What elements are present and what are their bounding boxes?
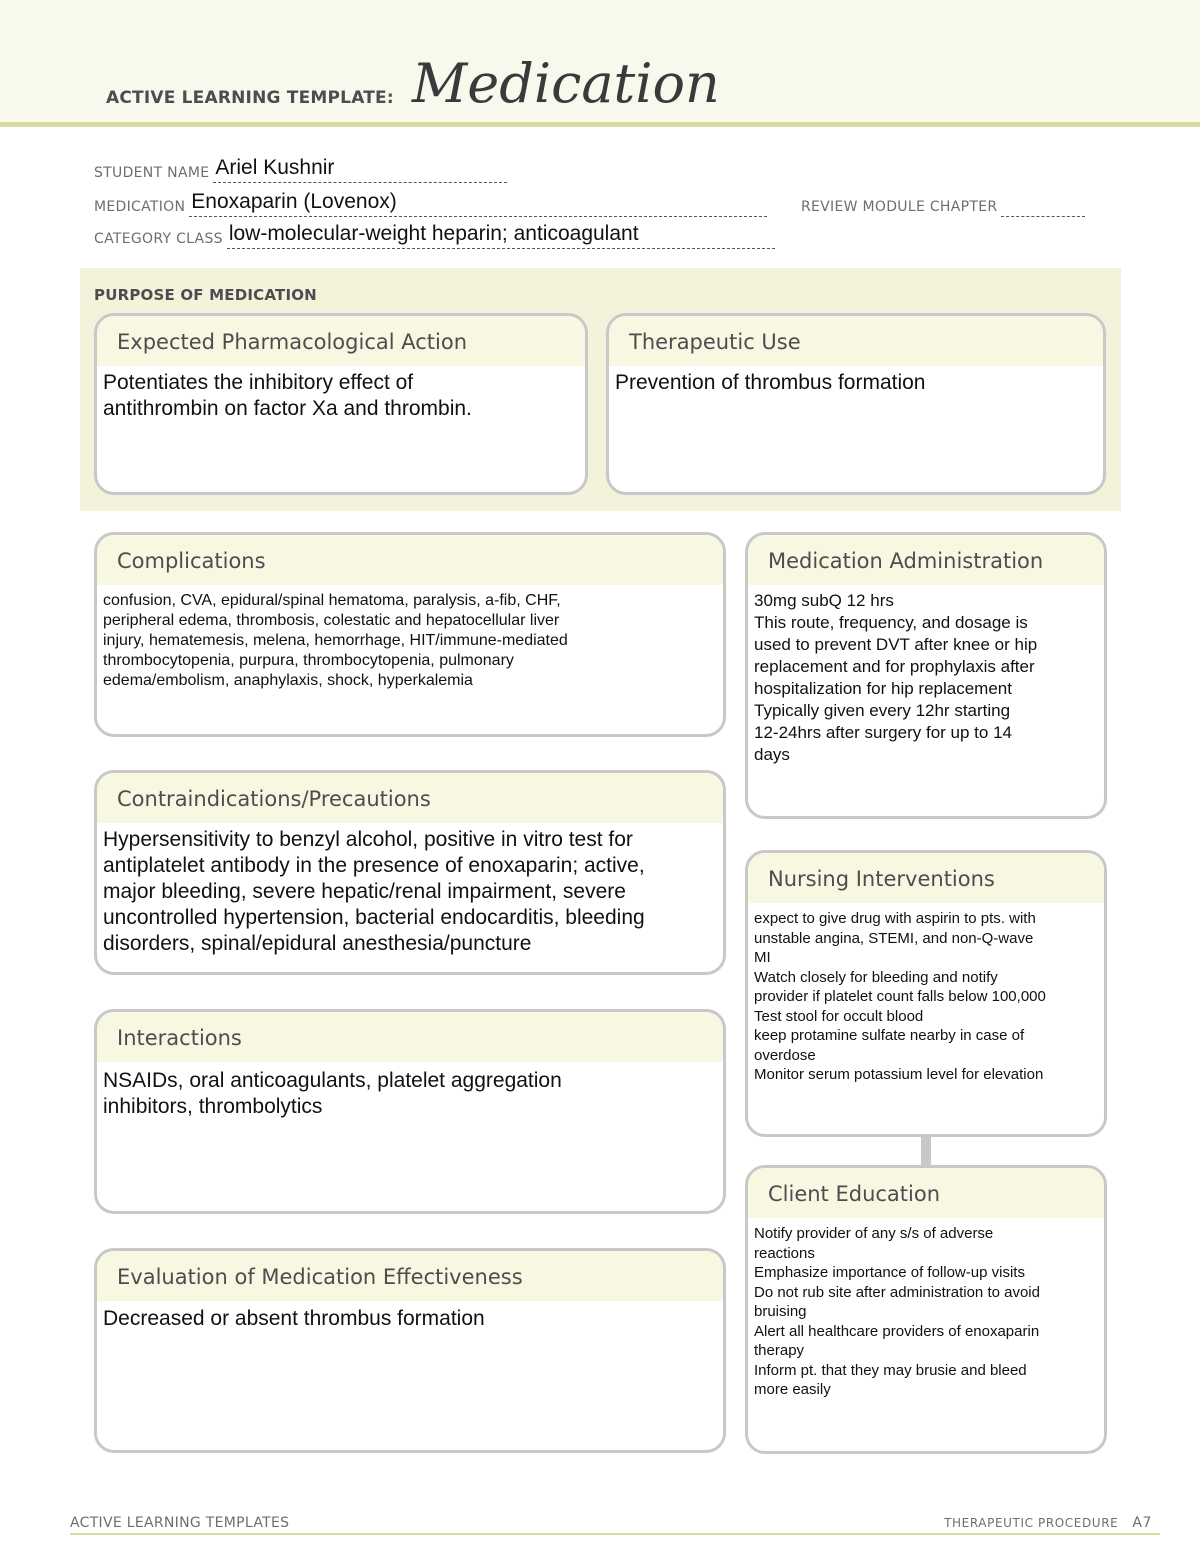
interactions-text: NSAIDs, oral anticoagulants, platelet aggregation inhibitors, thrombolytics	[103, 1069, 562, 1118]
client-education-heading: Client Education	[748, 1168, 1104, 1218]
complications-card	[94, 532, 726, 737]
medication-administration-card	[745, 532, 1107, 819]
footer-divider	[70, 1533, 1160, 1535]
nursing-interventions-text: expect to give drug with aspirin to pts. with unstable angina, STEMI, and non-Q-wave MI Watch closely for bleeding and notify provider if platelet count falls below 100,000 Test stool for occult blood keep protamine sulfate nearby in case of overdose Monitor serum potassium level for elevation	[754, 910, 1046, 1083]
student-name-value: Ariel Kushnir	[215, 156, 335, 179]
expected-action-text: Potentiates the inhibitory effect of antithrombin on factor Xa and thrombin.	[103, 371, 472, 420]
nursing-interventions-card	[745, 850, 1107, 1137]
client-education-text: Notify provider of any s/s of adverse reactions Emphasize importance of follow-up visits Do not rub site after administration to avoid bruising Alert all healthcare providers of enoxaparin therapy Inform pt. that they may brusie and bleed more easily	[754, 1225, 1040, 1398]
category-class-value: low-molecular-weight heparin; anticoagulant	[228, 222, 639, 245]
therapeutic-use-heading: Therapeutic Use	[609, 316, 1103, 366]
contraindications-card	[94, 770, 726, 975]
expected-action-heading: Expected Pharmacological Action	[97, 316, 585, 366]
review-module-line[interactable]	[1001, 190, 1085, 217]
review-module-label: REVIEW MODULE CHAPTER	[801, 199, 998, 215]
category-class-line[interactable]	[227, 222, 775, 249]
footer-section: THERAPEUTIC PROCEDURE	[944, 1516, 1119, 1530]
category-class-field	[94, 222, 775, 249]
medication-field	[94, 190, 767, 217]
medication-line[interactable]	[189, 190, 767, 217]
therapeutic-use-text: Prevention of thrombus formation	[615, 371, 926, 394]
header-divider	[0, 122, 1200, 127]
medication-label: MEDICATION	[94, 199, 186, 215]
contraindications-text: Hypersensitivity to benzyl alcohol, positive in vitro test for antiplatelet antibody in the presence of enoxaparin; active, major bleeding, severe hepatic/renal impairment, severe uncontrolled hypertension, bacterial endocarditis, bleeding disorders, spinal/epidural anesthesia/puncture	[103, 828, 645, 955]
client-education-card	[745, 1165, 1107, 1454]
medication-administration-heading: Medication Administration	[748, 535, 1104, 585]
contraindications-heading: Contraindications/Precautions	[97, 773, 723, 823]
evaluation-card	[94, 1248, 726, 1453]
nursing-interventions-heading: Nursing Interventions	[748, 853, 1104, 903]
page-number: A7	[1132, 1515, 1152, 1531]
student-name-label: STUDENT NAME	[94, 165, 210, 181]
template-label: ACTIVE LEARNING TEMPLATE:	[106, 88, 394, 108]
interactions-card	[94, 1009, 726, 1214]
footer-left: ACTIVE LEARNING TEMPLATES	[70, 1515, 290, 1531]
student-name-field	[94, 156, 507, 183]
page-title: Medication	[412, 52, 720, 115]
therapeutic-use-card	[606, 313, 1106, 495]
evaluation-heading: Evaluation of Medication Effectiveness	[97, 1251, 723, 1301]
expected-action-card	[94, 313, 588, 495]
complications-heading: Complications	[97, 535, 723, 585]
medication-administration-text: 30mg subQ 12 hrs This route, frequency, and dosage is used to prevent DVT after knee or hip replacement and for prophylaxis after hospitalization for hip replacement Typically given every 12hr starting 12-24hrs after surgery for up to 14 days	[754, 591, 1038, 764]
evaluation-text: Decreased or absent thrombus formation	[103, 1307, 485, 1330]
interactions-heading: Interactions	[97, 1012, 723, 1062]
student-name-line[interactable]	[213, 156, 507, 183]
review-module-field	[801, 190, 1085, 217]
purpose-title: PURPOSE OF MEDICATION	[94, 286, 317, 304]
medication-value: Enoxaparin (Lovenox)	[191, 190, 397, 213]
category-class-label: CATEGORY CLASS	[94, 231, 223, 247]
footer-right	[944, 1515, 1152, 1531]
card-connector	[921, 1135, 931, 1165]
complications-text: confusion, CVA, epidural/spinal hematoma, paralysis, a-fib, CHF, peripheral edema, thrombosis, colestatic and hepatocellular liver injury, hematemesis, melena, hemorrhage, HIT/immune-mediated thrombocytopenia, purpura, thrombocytopenia, pulmonary edema/embolism, anaphylaxis, shock, hyperkalemia	[103, 592, 568, 689]
